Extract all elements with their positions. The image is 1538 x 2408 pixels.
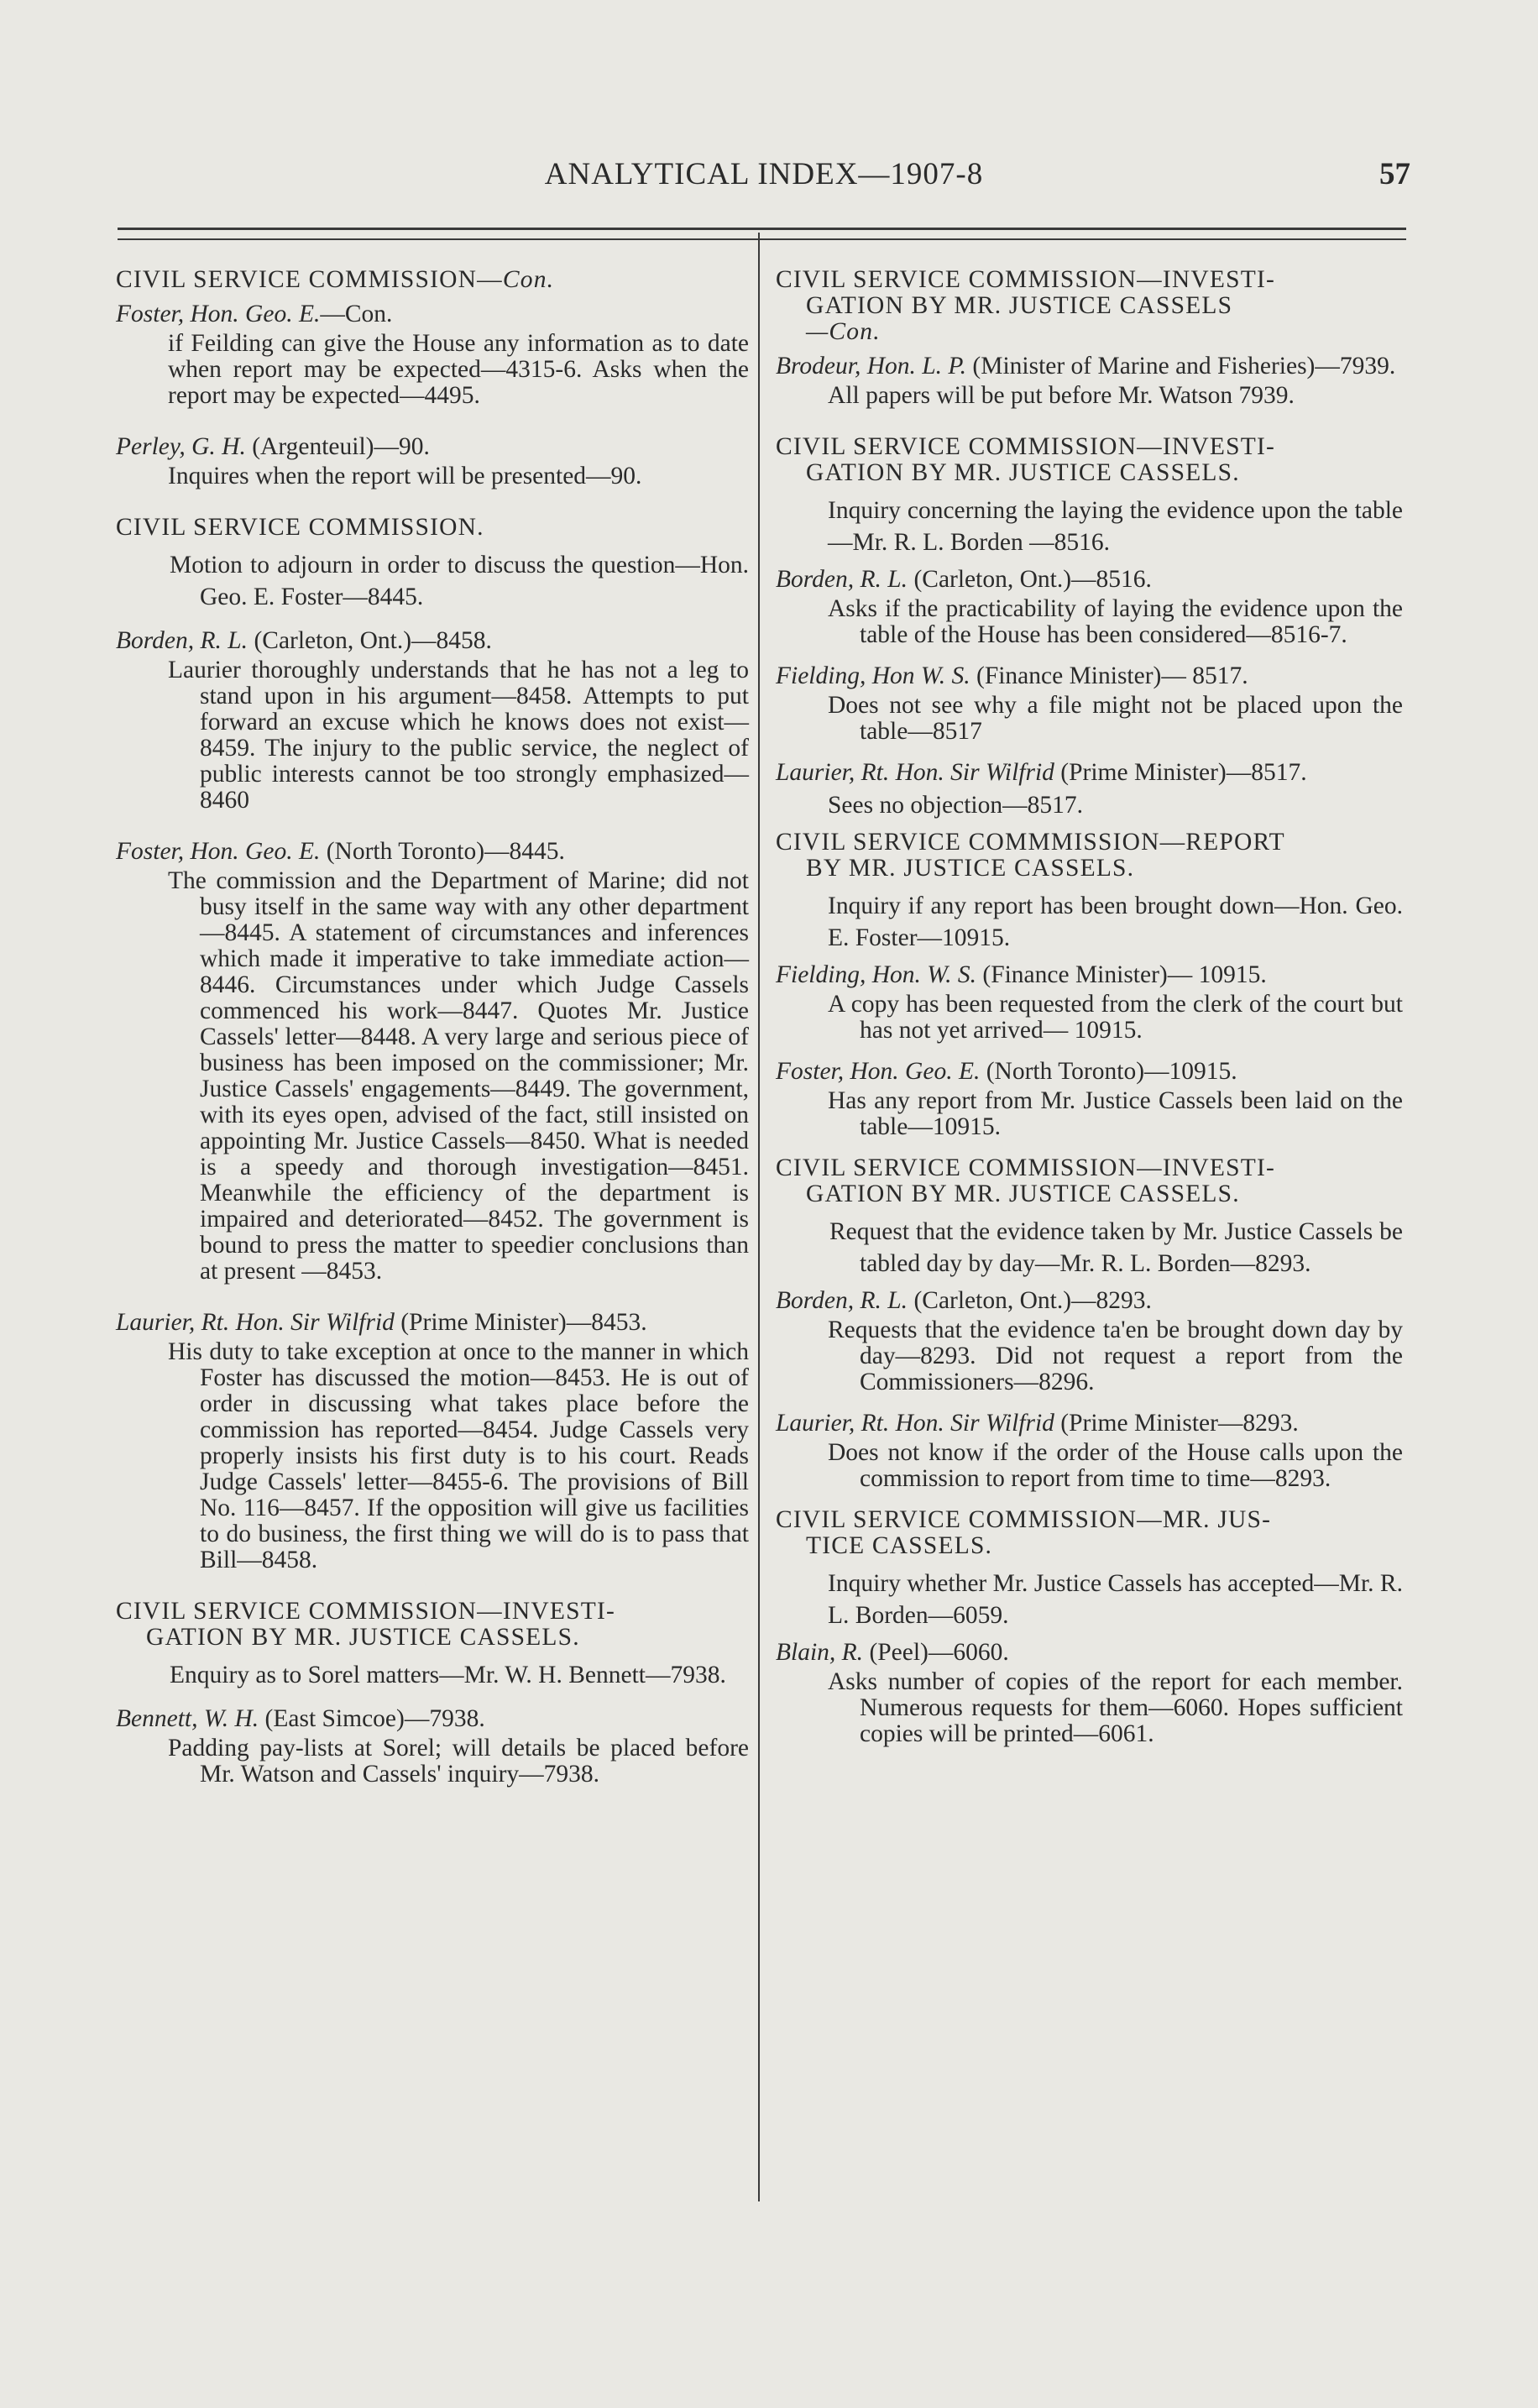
- speaker-line: [776, 1059, 1403, 1085]
- index-entry: if Feilding can give the House any information as to date when report may be expected—4315-6. Asks when the report may be expected—4495.: [168, 330, 749, 409]
- page-number: 57: [1379, 157, 1410, 191]
- heading-line-2: GATION BY MR. JUSTICE CASSELS: [806, 292, 1233, 319]
- section-heading: [776, 267, 1403, 345]
- heading-text: CIVIL SERVICE COMMISSION—: [116, 266, 503, 293]
- speaker-detail: (Finance Minister)— 10915.: [976, 961, 1267, 988]
- speaker-line: [776, 1288, 1403, 1314]
- heading-line-1: CIVIL SERVICE COMMMISSION—REPORT: [776, 829, 1285, 856]
- index-entry: Requests that the evidence ta'en be brought down day by day—8293. Did not request a report from the Commissioners—8296.: [828, 1317, 1403, 1395]
- speaker-line: [116, 839, 749, 865]
- speaker-detail: (Minister of Marine and Fisheries)—7939.: [966, 353, 1396, 380]
- index-entry: Asks number of copies of the report for each member. Numerous requests for them—6060. Hopes sufficient copies will be printed—6061.: [828, 1668, 1403, 1747]
- speaker-name: Laurier, Rt. Hon. Sir Wilfrid: [776, 759, 1054, 786]
- speaker-name: Laurier, Rt. Hon. Sir Wilfrid: [776, 1410, 1054, 1437]
- speaker-line: [776, 1640, 1403, 1666]
- index-entry: Inquires when the report will be presented—90.: [168, 463, 642, 489]
- index-entry: Inquiry whether Mr. Justice Cassels has accepted—Mr. R. L. Borden—6059.: [828, 1570, 1403, 1629]
- heading-line-2: GATION BY MR. JUSTICE CASSELS.: [806, 1180, 1240, 1207]
- index-entry: A copy has been requested from the clerk of the court but has not yet arrived— 10915.: [828, 991, 1403, 1044]
- index-entry: Enquiry as to Sorel matters—Mr. W. H. Bennett—7938.: [170, 1662, 726, 1688]
- section-heading: [116, 267, 749, 293]
- heading-line-1: CIVIL SERVICE COMMISSION—INVESTI-: [776, 433, 1276, 460]
- speaker-name: Borden, R. L.: [776, 1287, 908, 1314]
- header-double-rule: [118, 228, 1406, 240]
- speaker-line: [116, 1310, 749, 1336]
- speaker-name: Bennett, W. H.: [116, 1705, 259, 1732]
- speaker-detail: —Con.: [320, 301, 393, 327]
- speaker-line: [116, 434, 749, 460]
- speaker-line: [776, 353, 1403, 380]
- index-entry: Does not see why a file might not be placed upon the table—8517: [828, 692, 1403, 745]
- speaker-detail: (Carleton, Ont.)—8516.: [908, 566, 1152, 593]
- speaker-line: [776, 567, 1403, 593]
- speaker-line: [776, 760, 1403, 786]
- column-divider: [758, 233, 760, 2201]
- speaker-name: Borden, R. L.: [776, 566, 908, 593]
- section-heading: [776, 830, 1403, 882]
- right-column: [776, 267, 1403, 1747]
- heading-line-1: CIVIL SERVICE COMMISSION—MR. JUS-: [776, 1506, 1272, 1533]
- index-entry: Has any report from Mr. Justice Cassels been laid on the table—10915.: [828, 1087, 1403, 1140]
- index-entry: Does not know if the order of the House calls upon the commission to report from time to time—8293.: [828, 1439, 1403, 1492]
- speaker-name: Brodeur, Hon. L. P.: [776, 353, 967, 380]
- index-entry: Inquiry concerning the laying the evidence upon the table—Mr. R. L. Borden —8516.: [828, 497, 1403, 556]
- index-entry: Sees no objection—8517.: [828, 792, 1083, 819]
- index-entry: The commission and the Department of Marine; did not busy itself in the same way with any other department—8445. A statement of circumstances and inferences which made it imperative to take immediate action—8446. Circumstances under which Judge Cassels commenced his work—8447. Quotes Mr. Justice Cassels' letter—8448. A very large and serious piece of business has been imposed on the commissioner; Mr. Justice Cassels' engagements—8449. The government, with its eyes open, advised of the fact, still insisted on appointing Mr. Justice Cassels—8450. What is needed is a speedy and thorough investigation—8451. Meanwhile the efficiency of the department is impaired and deteriorated—8452. The government is bound to press the matter to speedier conclusions than at present —8453.: [168, 867, 749, 1285]
- section-heading: [116, 1599, 749, 1651]
- index-entry: Padding pay-lists at Sorel; will details be placed before Mr. Watson and Cassels' inquiry—7938.: [168, 1735, 749, 1788]
- speaker-detail: (Carleton, Ont.)—8293.: [908, 1287, 1152, 1314]
- heading-line-2: BY MR. JUSTICE CASSELS.: [806, 855, 1135, 882]
- speaker-name: Blain, R.: [776, 1639, 864, 1666]
- index-entry: All papers will be put before Mr. Watson 7939.: [828, 382, 1295, 409]
- speaker-name: Foster, Hon. Geo. E.: [776, 1058, 981, 1085]
- index-entry: Request that the evidence taken by Mr. Justice Cassels be tabled day by day—Mr. R. L. Borden—8293.: [829, 1218, 1403, 1277]
- speaker-name: Perley, G. H.: [116, 433, 246, 460]
- speaker-detail: (Finance Minister)— 8517.: [970, 662, 1248, 689]
- page-title: ANALYTICAL INDEX—1907-8: [544, 157, 984, 191]
- heading-line-1: CIVIL SERVICE COMMISSION—INVESTI-: [776, 1154, 1276, 1181]
- speaker-name: Borden, R. L.: [116, 627, 248, 654]
- speaker-line: [776, 962, 1403, 988]
- continued-label: —Con.: [806, 318, 881, 345]
- index-entry: Asks if the practicability of laying the evidence upon the table of the House has been considered—8516-7.: [828, 595, 1403, 648]
- continued-label: Con.: [502, 266, 555, 293]
- speaker-detail: (Carleton, Ont.)—8458.: [248, 627, 492, 654]
- speaker-name: Foster, Hon. Geo. E.: [116, 301, 321, 327]
- index-entry: Motion to adjourn in order to discuss the question—Hon. Geo. E. Foster—8445.: [170, 552, 749, 610]
- heading-line-2: GATION BY MR. JUSTICE CASSELS.: [146, 1624, 580, 1651]
- section-heading: [776, 434, 1403, 486]
- heading-line-1: CIVIL SERVICE COMMISSION—INVESTI-: [116, 1598, 616, 1625]
- index-entry: Laurier thoroughly understands that he has not a leg to stand upon in his argument—8458. Attempts to put forward an excuse which he knows does not exist—8459. The injury to the public service, the neglect of public interests cannot be too strongly emphasized—8460: [168, 657, 749, 814]
- speaker-detail: (East Simcoe)—7938.: [259, 1705, 485, 1732]
- section-heading: CIVIL SERVICE COMMISSION.: [116, 514, 484, 541]
- speaker-line: [116, 628, 749, 654]
- speaker-line: [116, 1706, 749, 1732]
- speaker-detail: (Prime Minister)—8517.: [1054, 759, 1307, 786]
- speaker-name: Fielding, Hon W. S.: [776, 662, 970, 689]
- speaker-detail: (North Toronto)—8445.: [320, 838, 565, 865]
- speaker-detail: (North Toronto)—10915.: [980, 1058, 1237, 1085]
- heading-line-2: GATION BY MR. JUSTICE CASSELS.: [806, 459, 1240, 486]
- page-header: [118, 151, 1410, 202]
- heading-line-2: TICE CASSELS.: [806, 1532, 993, 1559]
- section-heading: [776, 1155, 1403, 1207]
- speaker-line: [776, 663, 1403, 689]
- left-column: [116, 267, 749, 1788]
- section-heading: [776, 1507, 1403, 1559]
- speaker-name: Foster, Hon. Geo. E.: [116, 838, 321, 865]
- index-entry: His duty to take exception at once to the manner in which Foster has discussed the motion—8453. He is out of order in discussing what takes place before the commission has reported—8454. Judge Cassels very properly insists his first duty is to his court. Reads Judge Cassels' letter—8455-6. The provisions of Bill No. 116—8457. If the opposition will give us facilities to do business, the first thing we will do is to pass that Bill—8458.: [168, 1338, 749, 1573]
- speaker-detail: (Prime Minister—8293.: [1054, 1410, 1299, 1437]
- speaker-detail: (Peel)—6060.: [863, 1639, 1009, 1666]
- speaker-name: Fielding, Hon. W. S.: [776, 961, 976, 988]
- speaker-name: Laurier, Rt. Hon. Sir Wilfrid: [116, 1309, 395, 1336]
- index-entry: Inquiry if any report has been brought down—Hon. Geo. E. Foster—10915.: [828, 893, 1403, 951]
- speaker-detail: (Argenteuil)—90.: [245, 433, 430, 460]
- heading-line-1: CIVIL SERVICE COMMISSION—INVESTI-: [776, 266, 1276, 293]
- speaker-line: [776, 1411, 1403, 1437]
- speaker-line: [116, 301, 749, 327]
- speaker-detail: (Prime Minister)—8453.: [394, 1309, 647, 1336]
